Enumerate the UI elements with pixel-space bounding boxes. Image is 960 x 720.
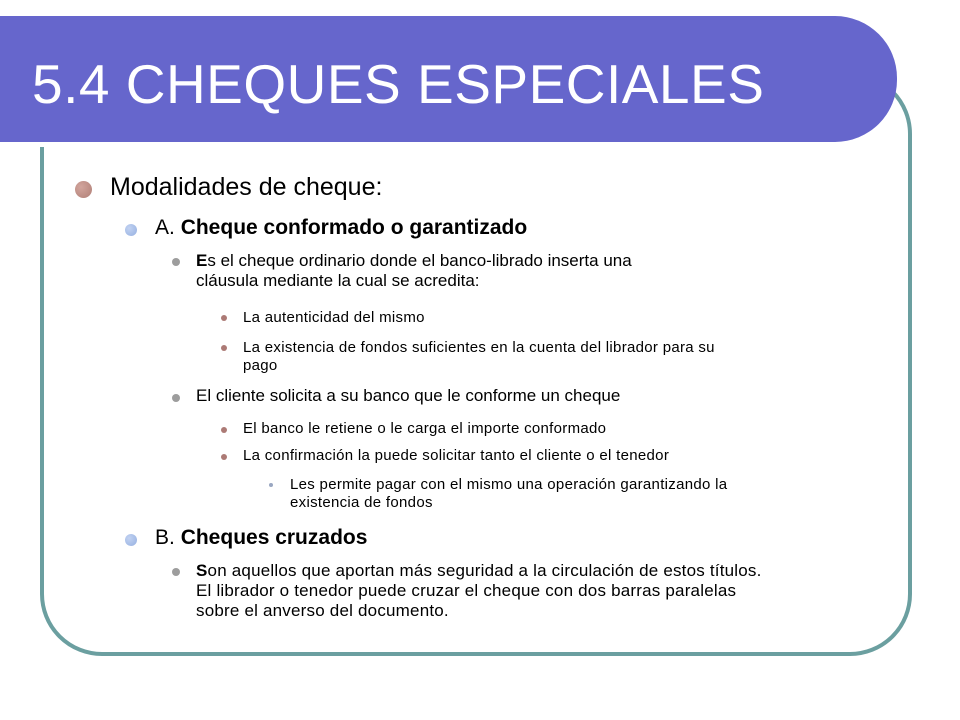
bullet-b-def-lead: S [196, 561, 208, 580]
bullet-a-prefix: A. [155, 216, 181, 239]
bullet-a-def-sub2-line2: pago [243, 357, 278, 374]
bullet-a-def-line1: s el cheque ordinario donde el banco-librado inserta una [207, 251, 632, 270]
bullet-level5-icon [269, 483, 273, 487]
bullet-level3-icon [172, 568, 180, 576]
slide-title: 5.4 CHEQUES ESPECIALES [32, 53, 765, 115]
bullet-level4-icon [221, 315, 227, 321]
bullet-level2-icon [125, 224, 137, 236]
bullet-modalidades: Modalidades de cheque: [110, 173, 383, 201]
bullet-level4-icon [221, 345, 227, 351]
bullet-a-def-sub2-line1: La existencia de fondos suficientes en la cuenta del librador para su [243, 339, 715, 356]
bullet-level2-icon [125, 534, 137, 546]
bullet-a-def-line2: cláusula mediante la cual se acredita: [196, 271, 480, 290]
bullet-a-definition [196, 251, 632, 291]
bullet-b-def-line3: sobre el anverso del documento. [196, 601, 449, 620]
bullet-a-def-sub1: La autenticidad del mismo [243, 309, 425, 326]
bullet-level4-icon [221, 454, 227, 460]
bullet-b-prefix: B. [155, 526, 181, 549]
bullet-b [155, 526, 367, 550]
bullet-b-def-line2: El librador o tenedor puede cruzar el cheque con dos barras paralelas [196, 581, 737, 600]
bullet-a-cliente-sub1: El banco le retiene o le carga el importe conformado [243, 420, 607, 437]
bullet-level1-icon [75, 181, 92, 198]
bullet-a [155, 216, 527, 240]
bullet-level4-icon [221, 427, 227, 433]
bullet-level5-line1: Les permite pagar con el mismo una operación garantizando la [290, 476, 728, 493]
bullet-a-title: Cheque conformado o garantizado [180, 216, 528, 239]
bullet-level3-icon [172, 258, 180, 266]
bullet-a-cliente: El cliente solicita a su banco que le conforme un cheque [196, 386, 621, 405]
bullet-a-cliente-sub2-sub1 [290, 476, 727, 512]
bullet-a-cliente-sub2: La confirmación la puede solicitar tanto el cliente o el tenedor [243, 447, 670, 464]
bullet-a-def-lead: E [196, 251, 208, 270]
bullet-b-definition [196, 561, 762, 621]
bullet-a-def-sub2 [243, 339, 715, 375]
bullet-level5-line2: existencia de fondos [290, 494, 433, 511]
bullet-b-def-line1: on aquellos que aportan más seguridad a la circulación de estos títulos. [207, 561, 762, 580]
bullet-level3-icon [172, 394, 180, 402]
bullet-b-title: Cheques cruzados [180, 526, 368, 549]
